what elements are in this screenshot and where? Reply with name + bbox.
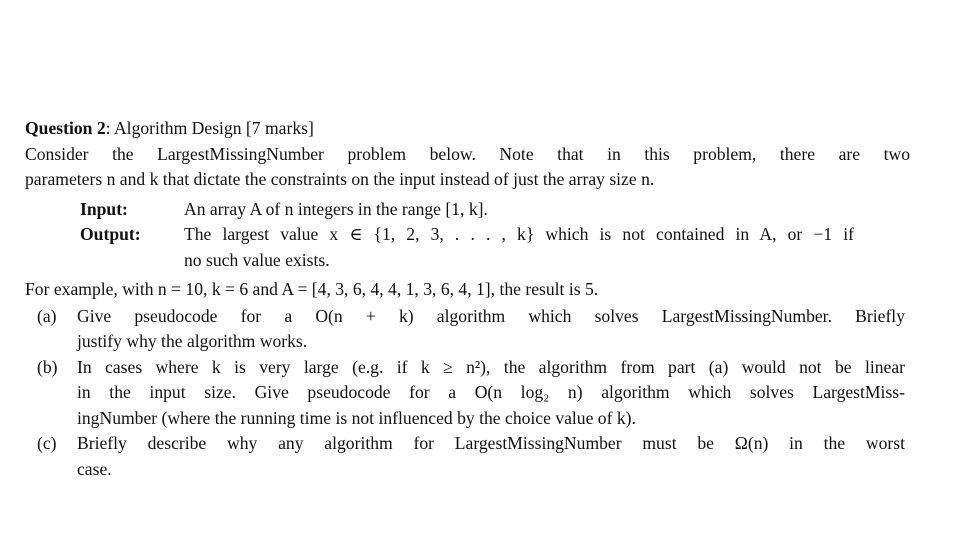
question-heading: [25, 116, 910, 142]
part-c: [37, 431, 910, 482]
part-label: (b): [37, 356, 58, 377]
part-text: [77, 431, 905, 482]
intro-line-1: Consider the LargestMissingNumber problem below. Note that in this problem, there are two: [25, 143, 910, 164]
part-a-line-2: justify why the algorithm works.: [77, 331, 308, 351]
example-text: For example, with n = 10, k = 6 and A = [4, 3, 6, 4, 4, 1, 3, 6, 4, 1], the result is 5.: [25, 279, 599, 299]
part-c-line-1: Briefly describe why any algorithm for LargestMissingNumber must be Ω(n) in the worst: [77, 433, 905, 453]
part-a: [37, 304, 910, 355]
output-description: [184, 222, 854, 273]
part-b-line-1: In cases where k is very large (e.g. if k ≥ n²), the algorithm from part (a) would not be linear: [77, 356, 905, 377]
problem-definition: [80, 197, 910, 274]
input-description: An array A of n integers in the range [1, k].: [184, 198, 488, 219]
intro-line-2: parameters n and k that dictate the constraints on the input instead of just the array size n.: [25, 169, 655, 189]
question-number: Question 2: [25, 118, 106, 138]
question-parts: [37, 304, 910, 483]
part-label: (c): [37, 433, 57, 453]
part-b-line-2: in the input size. Give pseudocode for a O(n log₂ n) algorithm which solves LargestMiss-: [77, 382, 905, 402]
output-label: Output:: [80, 224, 141, 244]
output-line-1: The largest value x ∈ {1, 2, 3, . . . , k} which is not contained in A, or −1 if: [184, 224, 854, 244]
input-label: Input:: [80, 198, 128, 219]
question-title: : Algorithm Design [7 marks]: [105, 118, 314, 138]
part-label: (a): [37, 305, 57, 326]
output-line-2: no such value exists.: [184, 249, 330, 270]
part-c-line-2: case.: [77, 458, 112, 479]
part-text: [77, 304, 905, 355]
part-a-line-1: Give pseudocode for a O(n + k) algorithm which solves LargestMissingNumber. Briefly: [77, 305, 905, 326]
part-text: [77, 355, 905, 432]
part-b-line-3: ingNumber (where the running time is not influenced by the choice value of k).: [77, 407, 636, 428]
document-body: [25, 116, 910, 482]
part-b: [37, 355, 910, 432]
